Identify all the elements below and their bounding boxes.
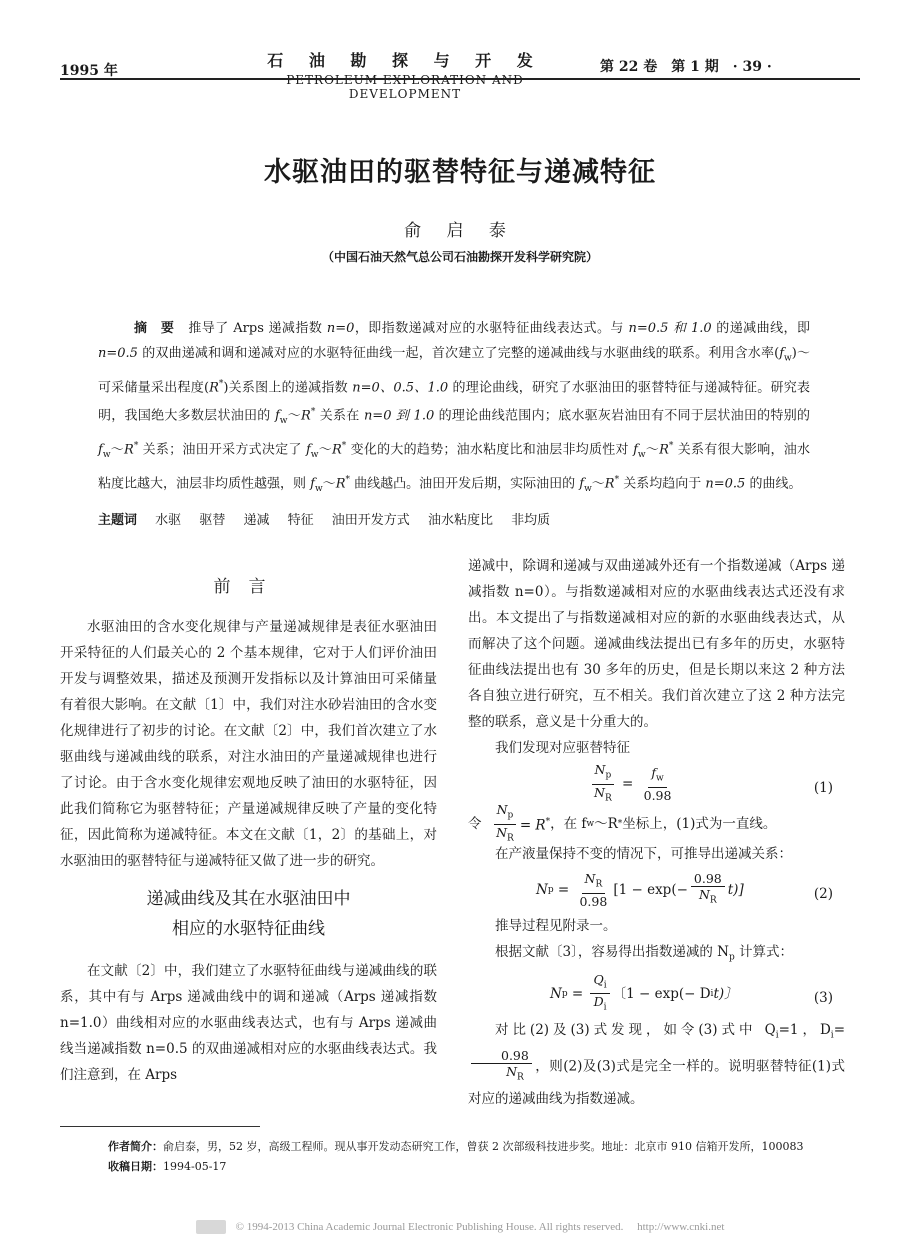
footnote-rule [60,1126,260,1127]
abstract: 摘 要 推导了 Arps 递减指数 n=0，即指数递减对应的水驱特征曲线表达式。与 n=0.5 和 1.0 的递减曲线，即 n=0.5 的双曲递减和调和递减对应的水驱特征曲线一起，首次建立了完整的递减曲线与水驱曲线的联系。利用含水率$(f_w)\sim$可采储量采出程度(R*)关系图上的递减指数 n=0、0.5、1.0 的理论曲线，研究了水驱油田的驱替特征与递减特征。研究表明，我国绝大多数层状油田的 $f_w\sim R^*$ 关系在 n=0 到 1.0 的理论曲线范围内；底水驱灰岩油田有不同于层状油田的特别的 $f_w\sim R^*$ 关系；油田开采方式决定了 $f_w\sim R^*$ 变化的大的趋势；油水粘度比和油层非均质性对 $f_w\sim R^*$ 关系有很大影响，油水粘度比越大，油层非均质性越强，则 $f_w\sim R^*$ 曲线越凸。油田开发后期，实际油田的 $f_w\sim R^*$ 关系均趋向于 n=0.5 的曲线。 [98,321,810,494]
keywords [98,508,810,533]
equation-number: (3) [813,989,833,1006]
equation-number: (1) [813,780,833,796]
paragraph-appendix: 推导过程见附录一。 [495,918,617,934]
author: 俞 启 泰 [404,221,516,241]
copyright-footer: © 1994-2013 China Academic Journal Electronic Publishing House. All rights reserved. http://www.cnki.net [0,1218,920,1234]
journal-name-en: PETROLEUM EXPLORATION AND DEVELOPMENT [286,73,524,101]
right-column [468,553,845,1112]
continued-paragraph: 递减中，除调和递减与双曲递减外还有一个指数递减（Arps 递减指数 n=0）。与指数递减相对应的水驱曲线表达式还没有求出。本文提出了与指数递减相对应的新的水驱曲线表达式，从而解决了这个问题。递减曲线法提出已有多年的历史，水驱特征曲线法提出也有 30 多年的历史，但是长期以来这 2 种方法各自独立进行研究，互不相关。我们首次建立了这 2 种方法完整的联系，意义是十分重大的。 [468,558,845,730]
paper-title: 水驱油田的驱替特征与递减特征 [264,157,656,188]
journal-masthead [230,48,580,101]
intro-paragraph: 水驱油田的含水变化规律与产量递减规律是表征水驱油田开采特征的人们最关心的 2 个基本规律，它对于人们评价油田开发与调整效果，描述及预测开发指标以及计算油田可采储量有着很大影响。在文献〔1〕中，我们对注水砂岩油田的含水变化规律进行了初步的讨论。在文献〔2〕中，我们首次建立了水驱曲线与递减曲线的联系，对注水油田的产量递减规律也进行了讨论。由于含水变化规律宏观地反映了油田的水驱特征，因此我们简称它为驱替特征；产量递减规律反映了产量的变化特征，因此简称为递减特征。本文在文献〔1，2〕的基础上，对水驱油田的驱替特征与递减特征又做了进一步的研究。 [60,619,437,869]
keyword: 油田开发方式 [331,513,410,528]
keyword: 水驱 [155,513,182,528]
keyword: 非均质 [511,513,551,528]
header-year: 1995 年 [60,63,118,79]
footnote [108,1137,868,1177]
journal-name-cn: 石 油 勘 探 与 开 发 [267,51,543,70]
author-bio: 俞启泰，男，52 岁，高级工程师。现从事开发动态研究工作，曾获 2 次部级科技进步奖。地址：北京市 910 信箱开发所，100083 [163,1140,804,1153]
bio-label: 作者简介： [108,1140,163,1153]
header-rule [60,78,860,80]
paragraph-constant: 在产液量保持不变的情况下，可推导出递减关系： [495,846,792,862]
affiliation: （中国石油天然气总公司石油勘探开发科学研究院） [321,250,598,264]
section-heading-decline: 递减曲线及其在水驱油田中 相应的水驱特征曲线 [146,889,351,939]
publisher-logo-icon [196,1220,226,1234]
abstract-label: 摘 要 [134,321,175,336]
let-line: 令 $\frac{N_p}{N_R}$ = R* ，在 f w ～R * 坐标上，(1)式为一直线。 [468,802,777,843]
equation-1: $\frac{N_p}{N_R}$ = $\frac{f_w}{0.98}$ (1) [468,765,845,803]
section-heading-intro: 前言 [213,577,284,597]
equation-number: (2) [813,886,833,902]
paragraph-reference: 根据文献〔3〕，容易得出指数递减的 $N_p$ 计算式： [495,944,794,963]
paragraph-drive: 我们发现对应驱替特征 [495,740,630,756]
keyword: 特征 [287,513,314,528]
decline-paragraph: 在文献〔2〕中，我们建立了水驱特征曲线与递减曲线的联系，其中有与 Arps 递减曲线中的调和递减（Arps 递减指数 n=1.0）曲线相对应的水驱曲线表达式，也有与 Arps 递减曲线当递减指数 n=0.5 的双曲递减相对应的水驱曲线表达式。我们注意到，在 Arps [60,963,437,1083]
paragraph-compare: 对比(2)及(3)式发现，如令(3)式中 $Q_i=1$，$D_i=$ $\frac{0.98}{N_R}$ ，则(2)及(3)式是完全一样的。说明驱替特征(1)式对应的递减曲线为指数递减。 [468,1021,845,1107]
keyword: 驱替 [199,513,226,528]
received-date: 1994-05-17 [163,1160,227,1173]
received-label: 收稿日期： [108,1160,163,1173]
left-column [60,560,437,1088]
equation-3: N p = $\frac{Q_i}{D_i}$ 〔1 − exp(− D i t)〕 (3) [550,971,833,1013]
header-volume: 第 22 卷 第 1 期 · 39 · [600,59,772,75]
keyword: 递减 [243,513,270,528]
keyword: 油水粘度比 [427,513,493,528]
keywords-label: 主题词 [98,513,138,528]
equation-2: N p = $\frac{N_R}{0.98}$ [1 − exp(− $\frac{0.98}{N_R}$ t)] (2) [536,871,833,909]
